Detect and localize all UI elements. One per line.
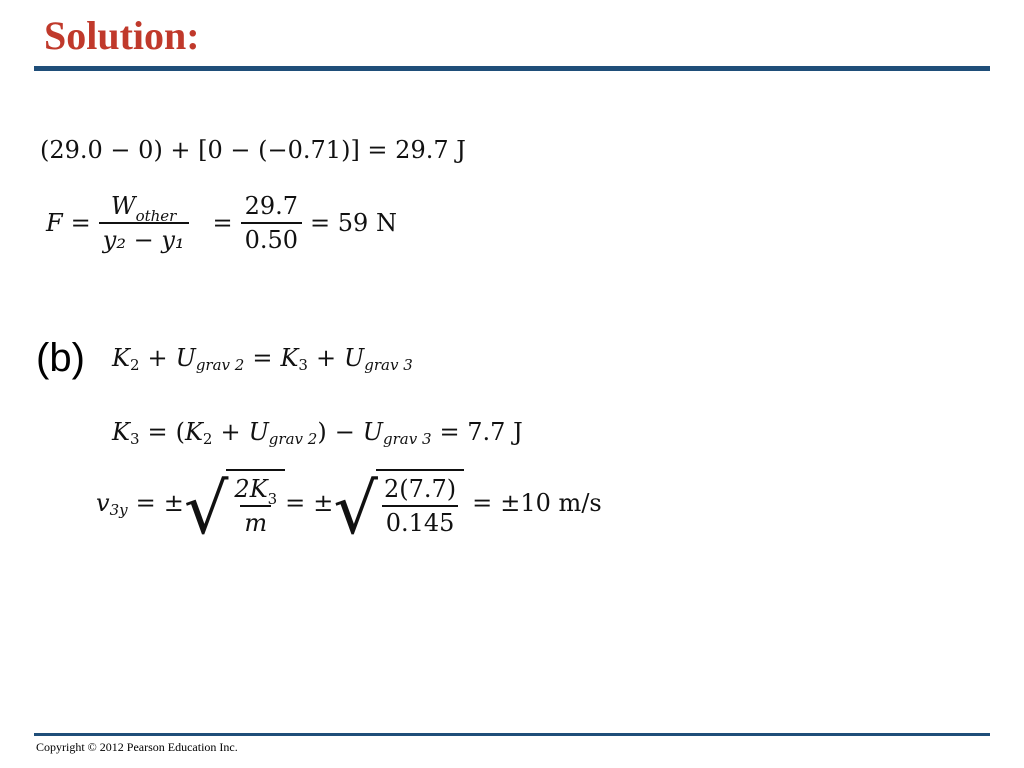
velocity-symbol: v [96, 489, 110, 517]
footer-divider [34, 733, 990, 736]
sqrt-numerator-subscript: 3 [267, 490, 278, 508]
u-grav2-subscript: grav 2 [268, 430, 318, 448]
fraction-numeric [241, 192, 302, 254]
k3-symbol: K [112, 418, 130, 446]
sqrt-numerator: 2K [234, 475, 268, 503]
work-subscript: other [135, 207, 177, 225]
u-grav3-symbol: U [362, 418, 384, 446]
equation-work-sum [40, 136, 466, 164]
k3-subscript: 3 [298, 356, 308, 374]
sqrt-numeric-numerator: 2(7.7) [384, 475, 457, 503]
equation-force: F = $\frac{W_{other}}{\text{y₂ − y₁}}$ = $\frac{29.7}{0.50}$ = 59 N [46, 192, 397, 254]
sqrt-symbolic [183, 468, 285, 550]
k3-symbol: K [280, 344, 299, 372]
radical-icon: √ [333, 468, 378, 550]
k2-symbol: K [112, 344, 130, 372]
copyright-text: Copyright © 2012 Pearson Education Inc. [36, 740, 238, 754]
k2-subscript: 2 [129, 356, 140, 374]
sqrt-numeric-denominator: 0.145 [382, 505, 459, 537]
k2-subscript: 2 [202, 430, 213, 448]
title-divider [34, 66, 990, 71]
force-symbol: F [46, 209, 63, 237]
radical-icon: √ [183, 468, 229, 550]
fraction-work-over-distance [99, 192, 189, 254]
equation-work-sum-text: (29.0 − 0) + [0 − (−0.71)] = 29.7 J [40, 136, 466, 164]
k3-subscript: 3 [129, 430, 140, 448]
force-result: = 59 N [310, 209, 397, 237]
equation-energy-conservation: K 2 + U grav 2 = K 3 + U grav 3 [112, 344, 413, 374]
u-grav2-subscript: grav 2 [195, 356, 245, 374]
part-b-label: (b) [36, 336, 85, 380]
equation-velocity: v 3y = ± √ $\frac{2K_3}{m}$ = ± √ $\frac{2(7.7)}{0.145}$ = ±10 m/s [96, 468, 602, 550]
k3-result: = 7.7 J [439, 418, 523, 446]
sqrt-numeric [333, 468, 464, 550]
u-grav3-subscript: grav 3 [364, 356, 413, 374]
slide-title: Solution: [44, 13, 200, 58]
work-symbol: W [110, 192, 136, 220]
u-grav3-subscript: grav 3 [383, 430, 432, 448]
numeric-numerator: 29.7 [244, 192, 299, 220]
velocity-result: ±10 m/s [500, 489, 602, 517]
velocity-subscript: 3y [109, 501, 128, 519]
numeric-denominator: 0.50 [241, 222, 302, 254]
k2-symbol: K [184, 418, 203, 446]
u-grav2-symbol: U [175, 344, 196, 372]
u-grav2-symbol: U [248, 418, 269, 446]
u-grav3-symbol: U [344, 344, 365, 372]
equation-k3: K 3 = ( K 2 + U grav 2 ) − U grav 3 = 7.7 J [112, 418, 523, 448]
distance-denominator: y₂ − y₁ [99, 222, 189, 254]
mass-symbol: m [240, 505, 271, 537]
